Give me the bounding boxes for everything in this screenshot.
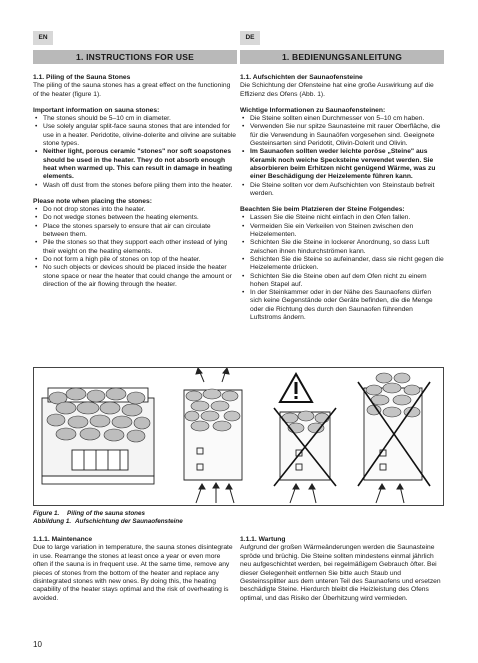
list-item: • Schichten Sie die Steine in lockerer Anordnung, so dass Luft zwischen ihnen hindurchströmen kann. bbox=[250, 239, 444, 256]
list-item: • Vermeiden Sie ein Verkeilen von Steinen zwischen den Heizelementen. bbox=[250, 223, 444, 240]
placing-list-en bbox=[33, 206, 237, 289]
caption-en-text: Piling of the sauna stones bbox=[67, 510, 146, 517]
maintenance-de bbox=[240, 536, 444, 603]
list-item: • Schichten Sie die Steine so aufeinander, dass sie nicht gegen die Heizelemente drücken. bbox=[250, 256, 444, 273]
figure-stone-piling bbox=[33, 367, 444, 506]
figure-illustration bbox=[34, 368, 444, 506]
info-heading-en: Important information on sauna stones: bbox=[33, 106, 160, 114]
list-item: • Die Steine sollten vor dem Aufschichten von Steinstaub befreit werden. bbox=[250, 182, 444, 199]
list-item: • In der Steinkammer oder in der Nähe des Saunaofens dürfen sich keine Gegenstände oder Geräte befinden, die die Menge oder die Richtung des durch den Saunaofen führenden Luftstroms ändern. bbox=[250, 289, 444, 322]
placing-list-de bbox=[240, 214, 444, 322]
list-item: • Verwenden Sie nur spitze Saunasteine mit rauer Oberfläche, die für die Verwendung in Saunaöfen vorgesehen sind. Geeignete Gesteinsarten sind Peridotit, Olivin-Dolerit und Olivin. bbox=[250, 123, 444, 148]
subsection-title-en: 1.1. Piling of the Sauna Stones bbox=[33, 74, 131, 81]
list-item-bold: • Im Saunaofen sollten weder leichte poröse „Steine" aus Keramik noch weiche Specksteine verwendet werden. Sie absorbieren beim Erhitzen nicht genügend Wärme, was zu einer Beschädigung der Heizelemente führen kann. bbox=[250, 148, 444, 181]
info-list-de bbox=[240, 115, 444, 198]
list-item: • Place the stones sparsely to ensure that air can circulate between them. bbox=[43, 223, 237, 240]
maintenance-en bbox=[33, 536, 237, 603]
list-item: • Do not form a high pile of stones on top of the heater. bbox=[43, 256, 237, 264]
maintenance-text-en: Due to large variation in temperature, the sauna stones disintegrate in use. Rearrange the stones at least once a year or even more often if the sauna is in frequent use. At the same time, remove any pieces of stones from the bottom of the heater and replace any disintegrated stones with new ones. By doing this, the heating capability of the heater stays optimal and the risk of overheating is avoided. bbox=[33, 544, 233, 602]
warning-triangle-icon bbox=[280, 374, 312, 402]
info-list-en bbox=[33, 115, 237, 190]
list-item: • Use solely angular split-face sauna stones that are intended for use in a heater. Peridotite, olivine-dolerite and olivine are suitable stone types. bbox=[43, 123, 237, 148]
column-en bbox=[33, 50, 237, 289]
maintenance-title-en: 1.1.1. Maintenance bbox=[33, 536, 93, 543]
maintenance-title-de: 1.1.1. Wartung bbox=[240, 536, 286, 543]
maintenance-text-de: Aufgrund der großen Wärmeänderungen werden die Saunasteine spröde und brüchig. Die Steine sollten mindestens einmal jährlich neu aufgeschichtet werden, bei regelmäßigem Gebrauch öfter. Bei dieser Gelegenheit entfernen Sie bitte auch Staub und Gesteinssplitter aus dem unteren Teil des Saunaofens und ersetzen beschädigte Steine. Hierdurch bleibt die Heizleistung des Ofens optimal, und das Risiko der Überhitzung wird vermieden. bbox=[240, 544, 441, 602]
figure-caption bbox=[33, 510, 183, 525]
list-item: • Lassen Sie die Steine nicht einfach in den Ofen fallen. bbox=[250, 214, 444, 222]
info-heading-de: Wichtige Informationen zu Saunaofensteinen: bbox=[240, 106, 386, 114]
list-item: • No such objects or devices should be placed inside the heater stone space or near the heater that could change the amount or direction of the air flowing through the heater. bbox=[43, 264, 237, 289]
list-item: • Schichten Sie die Steine oben auf dem Ofen nicht zu einem hohen Stapel auf. bbox=[250, 273, 444, 290]
airflow-arrows-icon bbox=[290, 484, 316, 503]
caption-de-text: Aufschichtung der Saunaofensteine bbox=[75, 517, 183, 525]
list-item: • Do not wedge stones between the heating elements. bbox=[43, 214, 237, 222]
column-de bbox=[240, 50, 444, 322]
caption-de-number: Abbildung 1. bbox=[33, 517, 72, 525]
section-title-en: 1. INSTRUCTIONS FOR USE bbox=[33, 50, 237, 64]
intro-de: Die Schichtung der Ofensteine hat eine große Auswirkung auf die Effizienz des Ofens (Abb. 1). bbox=[240, 82, 434, 98]
section-title-de: 1. BEDIENUNGSANLEITUNG bbox=[240, 50, 444, 64]
lang-tag-de: DE bbox=[240, 31, 260, 45]
heater-stones-icon bbox=[42, 388, 154, 484]
heater-cross-section bbox=[184, 389, 242, 480]
list-item: • Wash off dust from the stones before piling them into the heater. bbox=[43, 182, 237, 190]
list-item: • Do not drop stones into the heater. bbox=[43, 206, 237, 214]
intro-en: The piling of the sauna stones has a great effect on the functioning of the heater (figure 1). bbox=[33, 82, 231, 98]
list-item: • Die Steine sollten einen Durchmesser von 5–10 cm haben. bbox=[250, 115, 444, 123]
placing-heading-en: Please note when placing the stones: bbox=[33, 197, 152, 205]
list-item: • The stones should be 5–10 cm in diameter. bbox=[43, 115, 237, 123]
caption-en-number: Figure 1. bbox=[33, 510, 60, 517]
lang-tag-en: EN bbox=[33, 31, 53, 45]
list-item-bold: • Neither light, porous ceramic "stones" nor soft soapstones should be used in the heater. They do not absorb enough heat when warmed up. This can result in damage in heating elements. bbox=[43, 148, 237, 181]
placing-heading-de: Beachten Sie beim Platzieren der Steine Folgendes: bbox=[240, 206, 405, 214]
subsection-title-de: 1.1. Aufschichten der Saunaofensteine bbox=[240, 74, 363, 81]
page-number: 10 bbox=[33, 640, 42, 649]
list-item: • Pile the stones so that they support each other instead of lying their weight on the heating elements. bbox=[43, 239, 237, 256]
airflow-arrows-icon bbox=[376, 484, 404, 503]
